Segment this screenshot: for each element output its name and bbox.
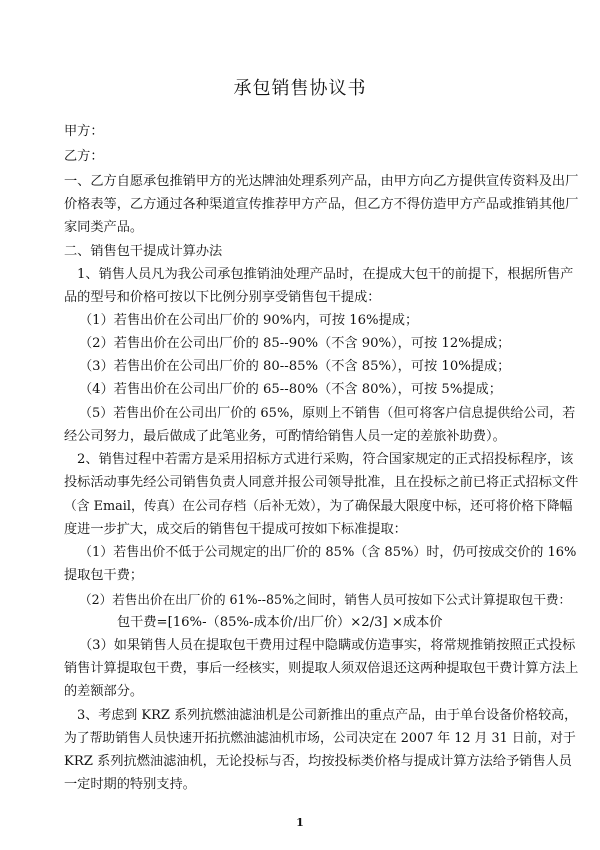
page-number: 1 [296,816,304,829]
clause1-line: 家同类产品。 [64,220,144,235]
item2-sub-line: （2）若售出价在出厂价的 61%--85%之间时，销售人员可按如下公式计算提取包干费： [79,592,572,607]
clause1-line: 一、乙方自愿承包推销甲方的光达牌油处理系列产品，由甲方向乙方提供宣传资料及出厂 [64,174,579,189]
item2-sub-line: 的差额部分。 [64,684,144,699]
item1-sub-line: （4）若售出价在公司出厂价的 65--80%（不含 80%），可按 5%提成； [79,382,502,397]
item1-sub-line: （1）若售出价在公司出厂价的 90%内，可按 16%提成； [79,313,419,328]
item2-line: 2、销售过程中若需方是采用招标方式进行采购，符合国家规定的正式招投标程序，该 [77,452,574,467]
section2-heading: 二、销售包干提成计算办法 [64,244,223,259]
item2-sub-line: 提取包干费； [64,568,144,583]
party-b-label: 乙方： [64,149,104,164]
item2-sub-line: （1）若售出价不低于公司规定的出厂价的 85%（含 85%）时，仍可按成交价的 16% [79,545,577,560]
item1-sub-line: （5）若售出价在公司出厂价的 65%，原则上不销售（但可将客户信息提供给公司，若 [79,406,576,421]
item1-line: 1、销售人员凡为我公司承包推销油处理产品时，在提成大包干的前提下，根据所售产 [77,267,574,282]
item2-sub-line: 销售计算提取包干费，事后一经核实，则提取人须双倍退还这两种提取包干费计算方法上 [64,661,579,676]
item2-sub-line: （3）如果销售人员在提取包干费用过程中隐瞒或仿造事实，将常规推销按照正式投标 [79,638,576,653]
item2-line: 度进一步扩大，成交后的销售包干提成可按如下标准提取： [64,522,407,537]
item3-line: 3、考虑到 KRZ 系列抗燃油滤油机是公司新推出的重点产品，由于单台设备价格较高， [77,708,578,723]
item3-line: 一定时期的特别支持。 [64,777,196,792]
item1-sub-line: （3）若售出价在公司出厂价的 80--85%（不含 85%），可按 10%提成； [79,359,511,374]
item3-line: 为了帮助销售人员快速开拓抗燃油滤油机市场，公司决定在 2007 年 12 月 31 日前，对于 [64,731,576,746]
formula: 包干费=[16%-（85%-成本价/出厂价）×2/3] ×成本价 [117,615,443,630]
item1-sub-line: （2）若售出价在公司出厂价的 85--90%（不含 90%），可按 12%提成； [79,336,511,351]
item1-line: 品的型号和价格可按以下比例分别享受销售包干提成： [64,290,381,305]
item2-line: （含 Email，传真）在公司存档（后补无效），为了确保最大限度中标，还可将价格下降幅 [64,499,573,514]
item1-sub-line: 经公司努力，最后做成了此笔业务，可酌情给销售人员一定的差旅补助费）。 [64,429,506,444]
clause1-line: 价格表等，乙方通过各种渠道宣传推荐甲方产品，但乙方不得仿造甲方产品或推销其他厂 [64,197,579,212]
item3-line: KRZ 系列抗燃油滤油机，无论投标与否，均按投标类价格与提成计算方法给予销售人员 [64,754,572,769]
item2-line: 投标活动事先经公司销售负责人同意并报公司领导批准，且在投标之前已将正式招标文件 [64,475,579,490]
document-title: 承包销售协议书 [233,78,367,99]
party-a-label: 甲方： [64,124,104,139]
